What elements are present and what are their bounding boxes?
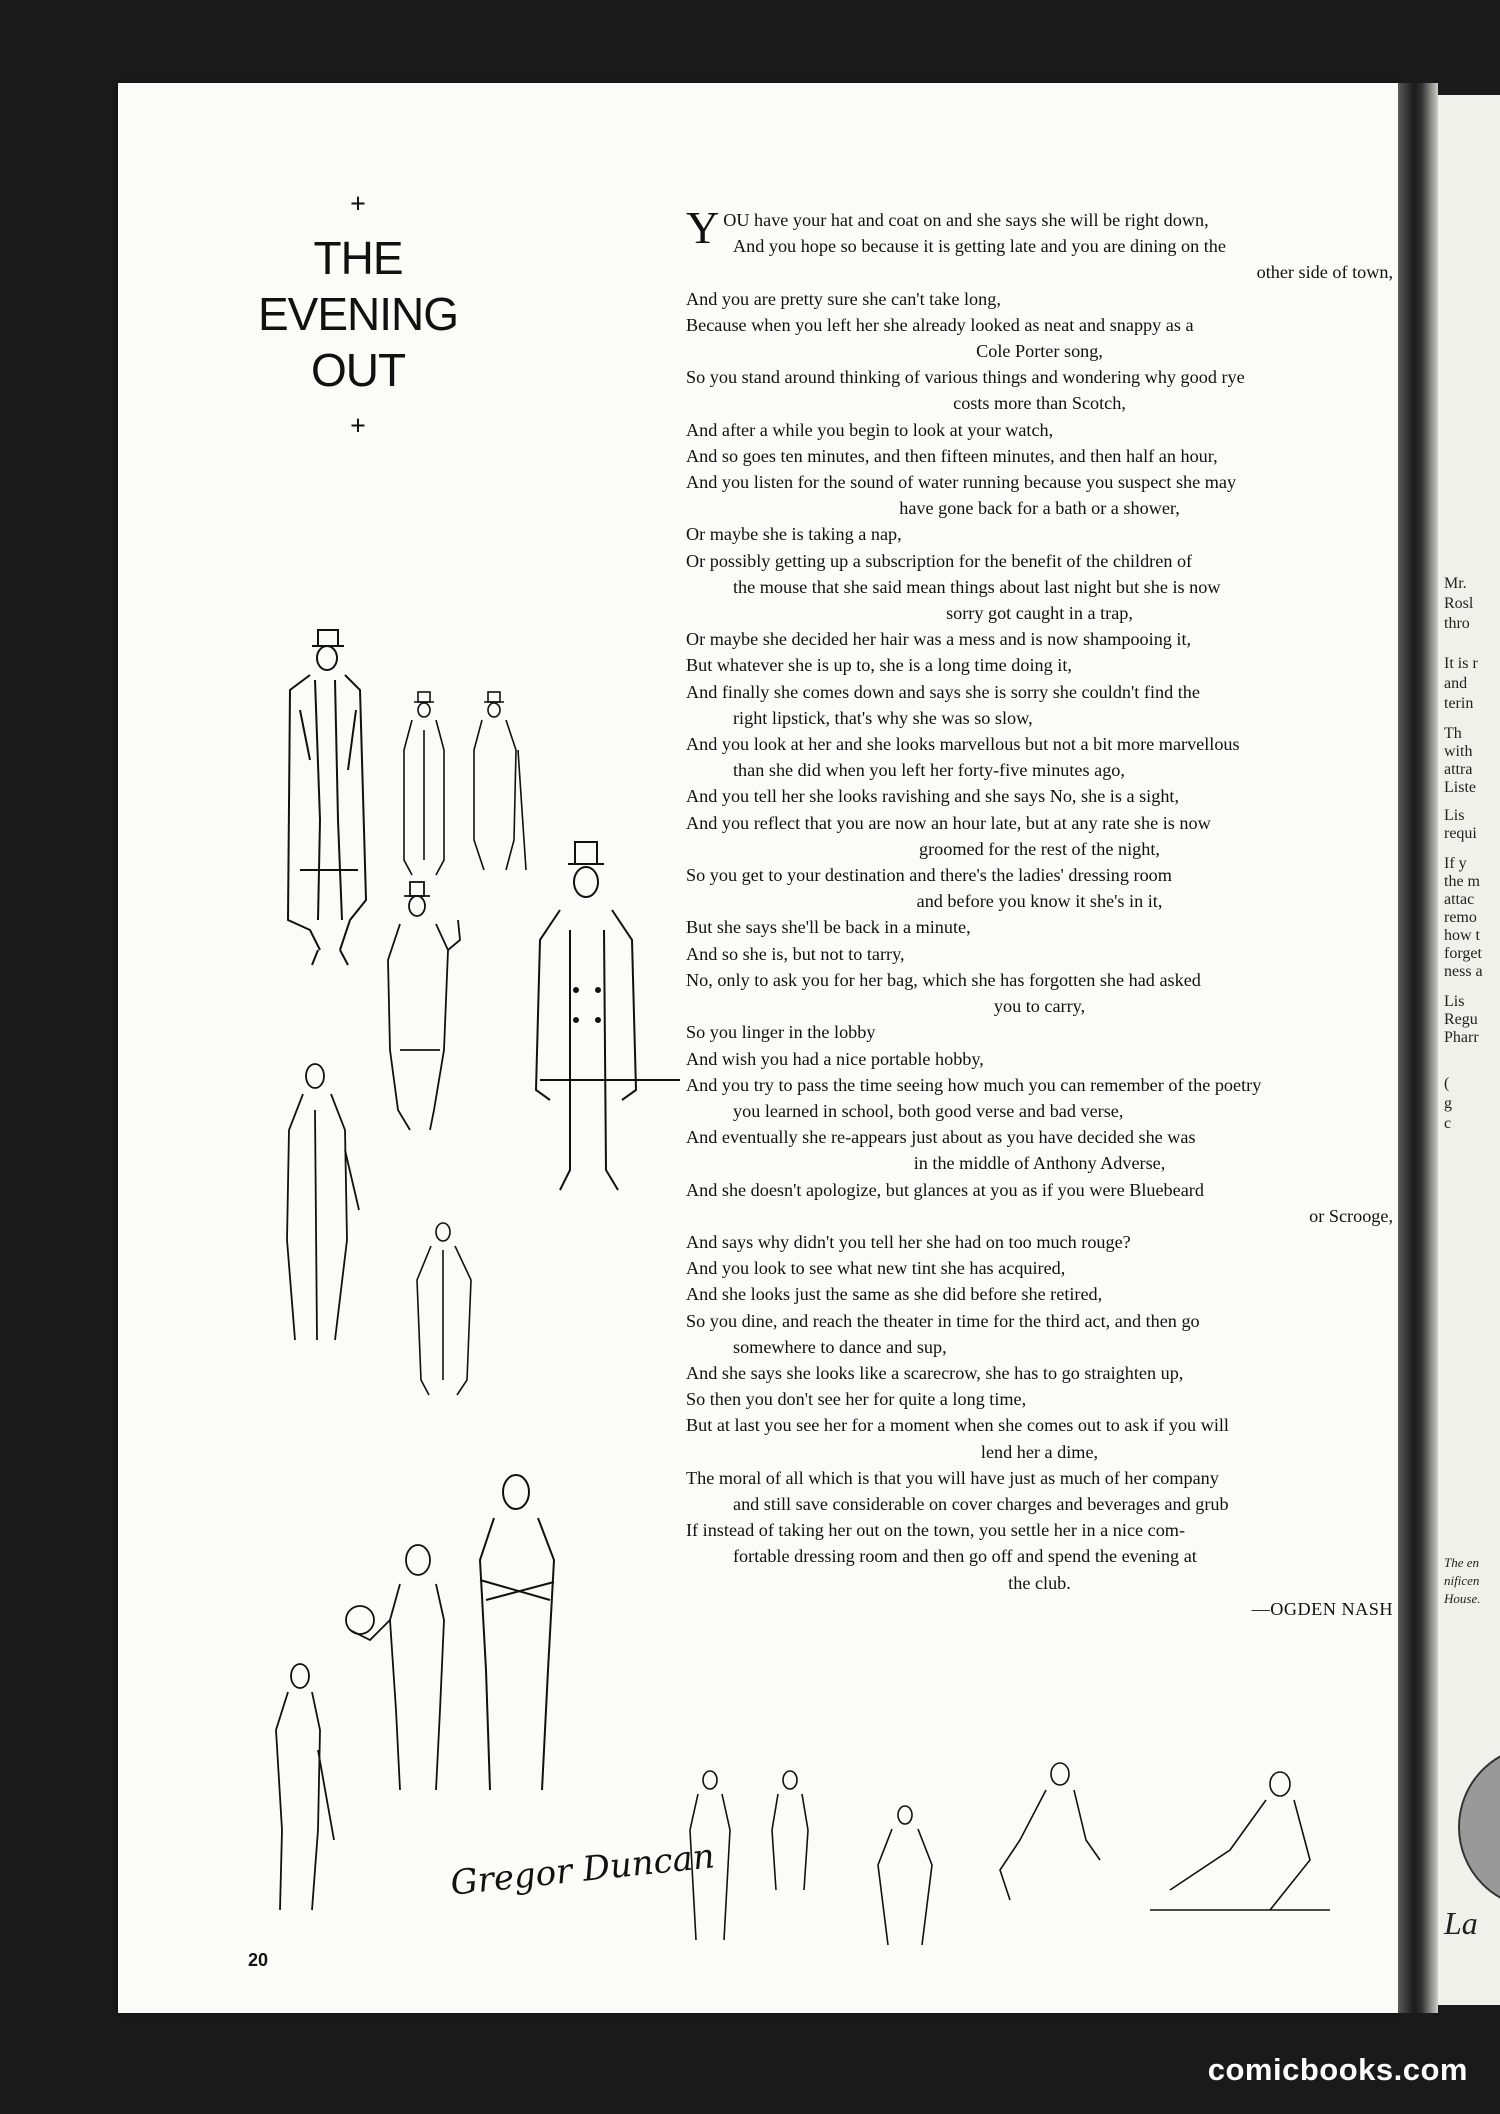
sketch-man-tails-profile	[260, 1660, 340, 1920]
adjacent-text-fragment: and	[1444, 675, 1468, 692]
poem-line: and before you know it she's in it,	[916, 891, 1163, 912]
adjacent-text-fragment: forget	[1444, 945, 1482, 962]
adjacent-text-fragment: thro	[1444, 615, 1470, 632]
poem-line: So you stand around thinking of various things and wondering why good rye	[686, 367, 1245, 388]
sketch-woman-coat	[405, 1220, 485, 1400]
poem-line: groomed for the rest of the night,	[919, 838, 1160, 859]
adjacent-text-fragment: terin	[1444, 695, 1474, 712]
adjacent-text-fragment: g	[1444, 1095, 1452, 1112]
adjacent-text-fragment: Th	[1444, 725, 1462, 742]
page-number: 20	[248, 1950, 269, 1970]
sketch-bottom-figure-seated	[990, 1760, 1130, 1910]
poem-line: And she says she looks like a scarecrow, she has to go straighten up,	[686, 1362, 1184, 1383]
poem-line: Cole Porter song,	[976, 341, 1103, 362]
adjacent-text-fragment: Lis	[1444, 807, 1465, 824]
poem-line: And you hope so because it is getting late and you are dining on the	[733, 236, 1226, 257]
adjacent-photo	[1458, 1745, 1500, 1909]
poem-line: And you reflect that you are now an hour late, but at any rate she is now	[686, 812, 1211, 833]
title-line-2: EVENING	[257, 288, 459, 340]
title-line-1: THE	[313, 232, 403, 284]
page-gutter	[1398, 83, 1438, 2013]
adjacent-text-fragment: requi	[1444, 825, 1477, 842]
sketch-bottom-figure-lounge	[1130, 1760, 1350, 1930]
poem-line: And says why didn't you tell her she had on too much rouge?	[686, 1231, 1131, 1252]
sketch-bottom-figure-2	[760, 1770, 820, 1900]
sketch-man-tailcoat-left	[275, 1060, 365, 1350]
adjacent-text-fragment: If y	[1444, 855, 1467, 872]
poem-line: And finally she comes down and says she is sorry she couldn't find the	[686, 681, 1200, 702]
adjacent-caption: nificen	[1444, 1573, 1480, 1588]
adjacent-text-fragment: Liste	[1444, 779, 1476, 796]
article-title	[238, 190, 478, 442]
adjacent-text-fragment: Lis	[1444, 993, 1465, 1010]
poem-line: And you listen for the sound of water running because you suspect she may	[686, 472, 1237, 493]
adjacent-text-fragment: attac	[1444, 891, 1475, 908]
poem-line: OU have your hat and coat on and she says she will be right down,	[723, 210, 1209, 230]
title-cross-bottom: +	[350, 411, 366, 442]
poem-line: and still save considerable on cover charges and beverages and grub	[733, 1493, 1229, 1514]
poem-line: somewhere to dance and sup,	[733, 1336, 947, 1357]
poem-line: The moral of all which is that you will have just as much of her company	[686, 1467, 1219, 1488]
poem-line: But she says she'll be back in a minute,	[686, 917, 971, 938]
title-line-3: OUT	[310, 344, 406, 396]
poem-line: And wish you had a nice portable hobby,	[686, 1048, 984, 1069]
drop-cap: Y	[686, 202, 720, 253]
poem-line: But at last you see her for a moment when she comes out to ask if you will	[686, 1415, 1229, 1436]
adjacent-page	[1438, 95, 1500, 2005]
poem-line: Or maybe she decided her hair was a mess and is now shampooing it,	[686, 629, 1192, 650]
poem-line: you learned in school, both good verse and bad verse,	[733, 1100, 1124, 1121]
poem-line: you to carry,	[993, 996, 1086, 1017]
fashion-sketches	[260, 620, 1360, 2060]
poem-line: If instead of taking her out on the town, you settle her in a nice com-	[686, 1520, 1186, 1541]
poem-line: costs more than Scotch,	[953, 393, 1126, 414]
poem-line: So then you don't see her for quite a long time,	[686, 1389, 1027, 1410]
poem-line: No, only to ask you for her bag, which she has forgotten she had asked	[686, 969, 1201, 990]
poem-line: lend her a dime,	[980, 1441, 1099, 1462]
poem-line: And you tell her she looks ravishing and she says No, she is a sight,	[686, 786, 1180, 807]
sketch-man-back-view	[390, 690, 460, 880]
poem-line: So you get to your destination and there's the ladies' dressing room	[686, 865, 1172, 886]
adjacent-bottom-text: La	[1444, 1905, 1478, 1941]
adjacent-text-fragment: the m	[1444, 873, 1480, 890]
poem-line: And you are pretty sure she can't take long,	[686, 288, 1001, 309]
poem-line: sorry got caught in a trap,	[946, 603, 1133, 624]
poem-line: And you look at her and she looks marvellous but not a bit more marvellous	[686, 734, 1240, 755]
adjacent-text-fragment: Pharr	[1444, 1029, 1479, 1046]
adjacent-caption: House.	[1444, 1591, 1481, 1606]
sketch-man-double-breasted	[500, 840, 680, 1200]
poem-line: And she looks just the same as she did before she retired,	[686, 1284, 1103, 1305]
poem-author: —OGDEN NASH	[1251, 1598, 1393, 1619]
adjacent-text-fragment: c	[1444, 1115, 1452, 1132]
poem-line: other side of town,	[1256, 262, 1393, 283]
adjacent-text-fragment: (	[1444, 1075, 1450, 1092]
sketch-man-arms-crossed	[450, 1470, 580, 1800]
poem-line: have gone back for a bath or a shower,	[899, 498, 1180, 519]
poem-line: Because when you left her she already looked as neat and snappy as a	[686, 314, 1194, 335]
poem-line: And you look to see what new tint she has acquired,	[686, 1258, 1066, 1279]
poem-line: So you linger in the lobby	[686, 1022, 876, 1043]
sketch-man-tails-back	[370, 880, 470, 1140]
artist-signature: Gregor Duncan	[448, 1836, 717, 1904]
poem-line: fortable dressing room and then go off and spend the evening at	[733, 1546, 1197, 1567]
poem-line: the mouse that she said mean things about last night but she is now	[733, 576, 1221, 597]
watermark-text: comicbooks.com	[1207, 2052, 1468, 2087]
poem-line: And so she is, but not to tarry,	[686, 943, 905, 964]
poem-line: And eventually she re-appears just about as you have decided she was	[686, 1127, 1196, 1148]
adjacent-text-fragment: remo	[1444, 909, 1477, 926]
poem-line: Or possibly getting up a subscription for the benefit of the children of	[686, 550, 1193, 571]
adjacent-text-fragment: It is r	[1444, 655, 1478, 672]
poem-line: the club.	[1008, 1572, 1071, 1593]
title-cross-top: +	[350, 189, 366, 220]
poem-line: in the middle of Anthony Adverse,	[913, 1153, 1166, 1174]
poem-line: And so goes ten minutes, and then fifteen minutes, and then half an hour,	[686, 445, 1218, 466]
poem-line: right lipstick, that's why she was so slow,	[733, 707, 1033, 728]
poem-line: or Scrooge,	[1309, 1205, 1393, 1226]
poem-line: So you dine, and reach the theater in time for the third act, and then go	[686, 1310, 1200, 1331]
poem-line: And you try to pass the time seeing how much you can remember of the poetry	[686, 1074, 1262, 1095]
adjacent-text-fragment: with	[1444, 743, 1473, 760]
adjacent-text-fragment: Regu	[1444, 1011, 1478, 1028]
poem-line: than she did when you left her forty-five minutes ago,	[733, 760, 1125, 781]
poem-line: And she doesn't apologize, but glances at you as if you were Bluebeard	[686, 1179, 1204, 1200]
adjacent-text-fragment: Rosl	[1444, 595, 1474, 612]
sketch-bottom-figure-3	[870, 1805, 940, 1955]
poem-line: And after a while you begin to look at your watch,	[686, 419, 1054, 440]
adjacent-text-fragment: attra	[1444, 761, 1473, 778]
poem-line: But whatever she is up to, she is a long time doing it,	[686, 655, 1072, 676]
poem-line: Or maybe she is taking a nap,	[686, 524, 902, 545]
adjacent-text-fragment: how t	[1444, 927, 1480, 944]
adjacent-text-fragment: Mr.	[1444, 575, 1467, 592]
adjacent-caption: The en	[1444, 1555, 1480, 1570]
adjacent-text-fragment: ness a	[1444, 963, 1483, 980]
